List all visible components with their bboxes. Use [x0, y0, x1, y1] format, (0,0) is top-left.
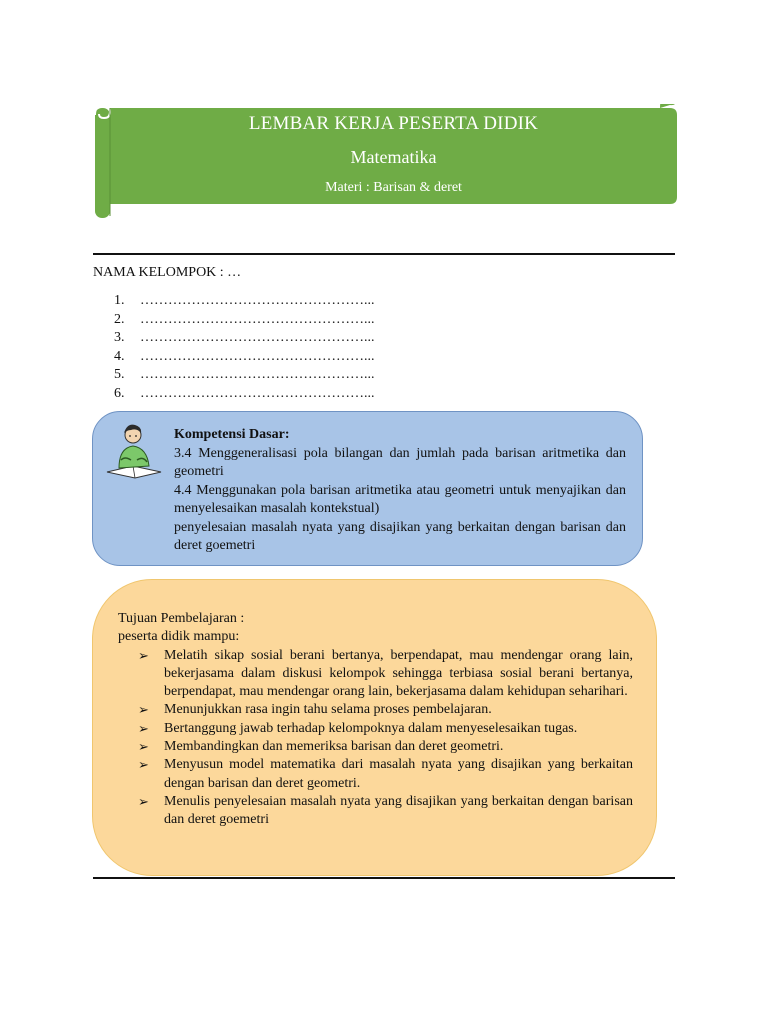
- top-divider: [93, 253, 675, 255]
- arrow-bullet-icon: ➢: [138, 757, 149, 773]
- member-list: [114, 292, 375, 404]
- group-name-label: NAMA KELOMPOK : …: [93, 265, 242, 280]
- tujuan-item: ➢ Menyusun model matematika dari masalah nyata yang disajikan yang berkaitan dengan barisan dan deret geometri.: [138, 757, 633, 791]
- header-banner: [94, 104, 677, 204]
- tujuan-item: ➢ Menunjukkan rasa ingin tahu selama proses pembelajaran.: [164, 701, 633, 719]
- subject-title: Matematika: [350, 147, 437, 167]
- tujuan-item: ➢ Melatih sikap sosial berani bertanya, berpendapat, mau mendengar orang lain, bekerjasama dalam diskusi kelompok sehingga terbiasa sosial berani bertanya, berpendapat, mau mendengar orang lain, bekerjasama dalam kehidupan seharihari.: [138, 647, 633, 700]
- arrow-bullet-icon: ➢: [138, 720, 149, 736]
- kompetensi-dasar-box: [92, 411, 643, 566]
- member-number: 4.: [114, 348, 125, 364]
- member-line: [114, 292, 375, 311]
- member-line: [114, 385, 375, 404]
- member-blank: …………………………………………...: [140, 293, 375, 308]
- tujuan-item: ➢ Bertanggung jawab terhadap kelompoknya dalam menyeselesaikan tugas.: [164, 720, 633, 738]
- member-blank: …………………………………………...: [140, 330, 375, 346]
- kompetensi-item: penyelesaian masalah nyata yang disajikan yang berkaitan dengan barisan dan deret goemetri: [174, 519, 626, 553]
- student-reading-icon: [103, 420, 165, 482]
- tujuan-list: [118, 647, 633, 830]
- tujuan-intro: peserta didik mampu:: [118, 629, 240, 645]
- member-number: 5.: [114, 367, 125, 383]
- bottom-divider: [93, 877, 675, 879]
- tujuan-heading: Tujuan Pembelajaran :: [118, 611, 245, 626]
- kompetensi-heading: Kompetensi Dasar:: [174, 427, 290, 442]
- member-line: [114, 329, 375, 348]
- member-line: [114, 311, 375, 330]
- member-number: 6.: [114, 385, 125, 401]
- arrow-bullet-icon: ➢: [138, 702, 149, 718]
- member-number: 2.: [114, 311, 125, 327]
- tujuan-item: ➢ Membandingkan dan memeriksa barisan dan deret geometri.: [164, 738, 633, 756]
- member-line: [114, 366, 375, 385]
- tujuan-item: ➢ Menulis penyelesaian masalah nyata yang disajikan yang berkaitan dengan barisan dan deret goemetri: [138, 793, 633, 828]
- member-line: [114, 348, 375, 367]
- tujuan-pembelajaran-box: [92, 579, 657, 876]
- kompetensi-item: 3.4 Menggeneralisasi pola bilangan dan jumlah pada barisan aritmetika dan geometri: [174, 445, 626, 479]
- kompetensi-item: 4.4 Menggunakan pola barisan aritmetika atau geometri untuk menyajikan dan menyelesaikan masalah kontekstual): [174, 482, 626, 516]
- member-number: 3.: [114, 330, 125, 346]
- member-blank: …………………………………………...: [140, 367, 375, 383]
- arrow-bullet-icon: ➢: [138, 647, 149, 663]
- member-blank: …………………………………………...: [140, 385, 375, 401]
- arrow-bullet-icon: ➢: [138, 793, 149, 809]
- arrow-bullet-icon: ➢: [138, 739, 149, 755]
- member-blank: …………………………………………...: [140, 348, 375, 364]
- worksheet-title: LEMBAR KERJA PESERTA DIDIK: [248, 113, 539, 134]
- member-blank: …………………………………………...: [140, 311, 375, 327]
- materi-label: Materi : Barisan & deret: [325, 180, 462, 195]
- member-number: 1.: [114, 293, 125, 308]
